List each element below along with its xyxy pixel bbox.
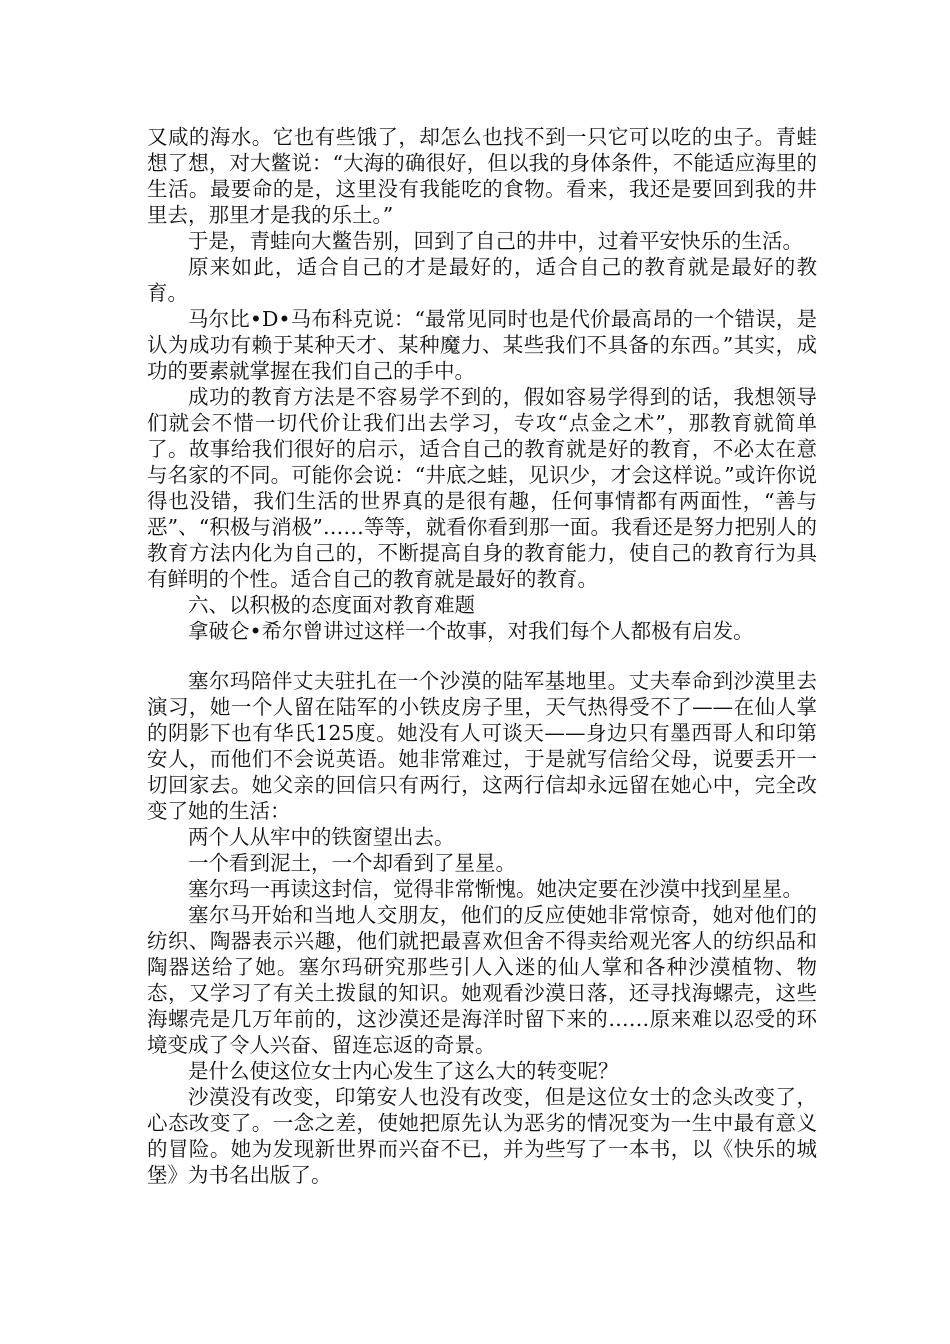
paragraph-3: 原来如此，适合自己的才是最好的，适合自己的教育就是最好的教育。 (147, 255, 817, 305)
paragraph-12: 塞尔马开始和当地人交朋友，他们的反应使她非常惊奇，她对他们的纺织、陶器表示兴趣，他们就把最喜欢但舍不得卖给观光客人的纺织品和陶器送给了她。塞尔玛研究那些引人入迷的仙人掌和各种沙漠植物、物态，又学习了有关土拨鼠的知识。她观看沙漠日落，还寻找海螺壳，这些海螺壳是几万年前的，这沙漠还是海洋时留下来的……原来难以忍受的环境变成了令人兴奋、留连忘返的奇景。 (147, 903, 817, 1057)
paragraph-8: 塞尔玛陪伴丈夫驻扎在一个沙漠的陆军基地里。丈夫奉命到沙漠里去演习，她一个人留在陆军的小铁皮房子里，天气热得受不了——在仙人掌的阴影下也有华氏125度。她没有人可谈天——身边只有墨西哥人和印第安人，而他们不会说英语。她非常难过，于是就写信给父母，说要丢开一切回家去。她父亲的回信只有两行，这两行信却永远留在她心中，完全改变了她的生活： (147, 669, 817, 823)
section-heading: 六、以积极的态度面对教育难题 (188, 593, 475, 617)
paragraph-10: 一个看到泥土，一个却看到了星星。 (188, 851, 516, 875)
document-body (147, 124, 817, 1188)
paragraph-4: 马尔比•D•马布科克说：“最常见同时也是代价最高昂的一个错误，是认为成功有赖于某种天才、某种魔力、某些我们不具备的东西。”其实，成功的要素就掌握在我们自己的手中。 (147, 307, 817, 383)
paragraph-2: 于是，青蛙向大鳖告别，回到了自己的井中，过着平安快乐的生活。 (188, 229, 803, 253)
paragraph-9: 两个人从牢中的铁窗望出去。 (188, 825, 455, 849)
paragraph-14: 沙漠没有改变，印第安人也没有改变，但是这位女士的念头改变了，心态改变了。一念之差，使她把原先认为恶劣的情况变为一生中最有意义的冒险。她为发现新世界而兴奋不已，并为些写了一本书，以《快乐的城堡》为书名出版了。 (147, 1085, 817, 1187)
paragraph-7: 拿破仑•希尔曾讲过这样一个故事，对我们每个人都极有启发。 (188, 619, 754, 643)
paragraph-5: 成功的教育方法是不容易学不到的，假如容易学得到的话，我想领导们就会不惜一切代价让我们出去学习，专攻“点金之术”，那教育就简单了。故事给我们很好的启示，适合自己的教育就是好的教育，不必太在意与名家的不同。可能你会说：“井底之蛙，见识少，才会这样说。”或许你说得也没错，我们生活的世界真的是很有趣，任何事情都有两面性，“善与恶”、“积极与消极”……等等，就看你看到那一面。我看还是努力把别人的教育方法内化为自己的，不断提高自身的教育能力，使自己的教育行为具有鲜明的个性。适合自己的教育就是最好的教育。 (147, 385, 817, 591)
paragraph-gap (147, 644, 817, 668)
paragraph-11: 塞尔玛一再读这封信，觉得非常惭愧。她决定要在沙漠中找到星星。 (188, 877, 803, 901)
paragraph-13: 是什么使这位女士内心发生了这么大的转变呢？ (188, 1059, 619, 1083)
paragraph-1: 又咸的海水。它也有些饿了，却怎么也找不到一只它可以吃的虫子。青蛙想了想，对大鳖说：“大海的确很好，但以我的身体条件，不能适应海里的生活。最要命的是，这里没有我能吃的食物。看来，我还是要回到我的井里去，那里才是我的乐土。” (147, 125, 817, 227)
